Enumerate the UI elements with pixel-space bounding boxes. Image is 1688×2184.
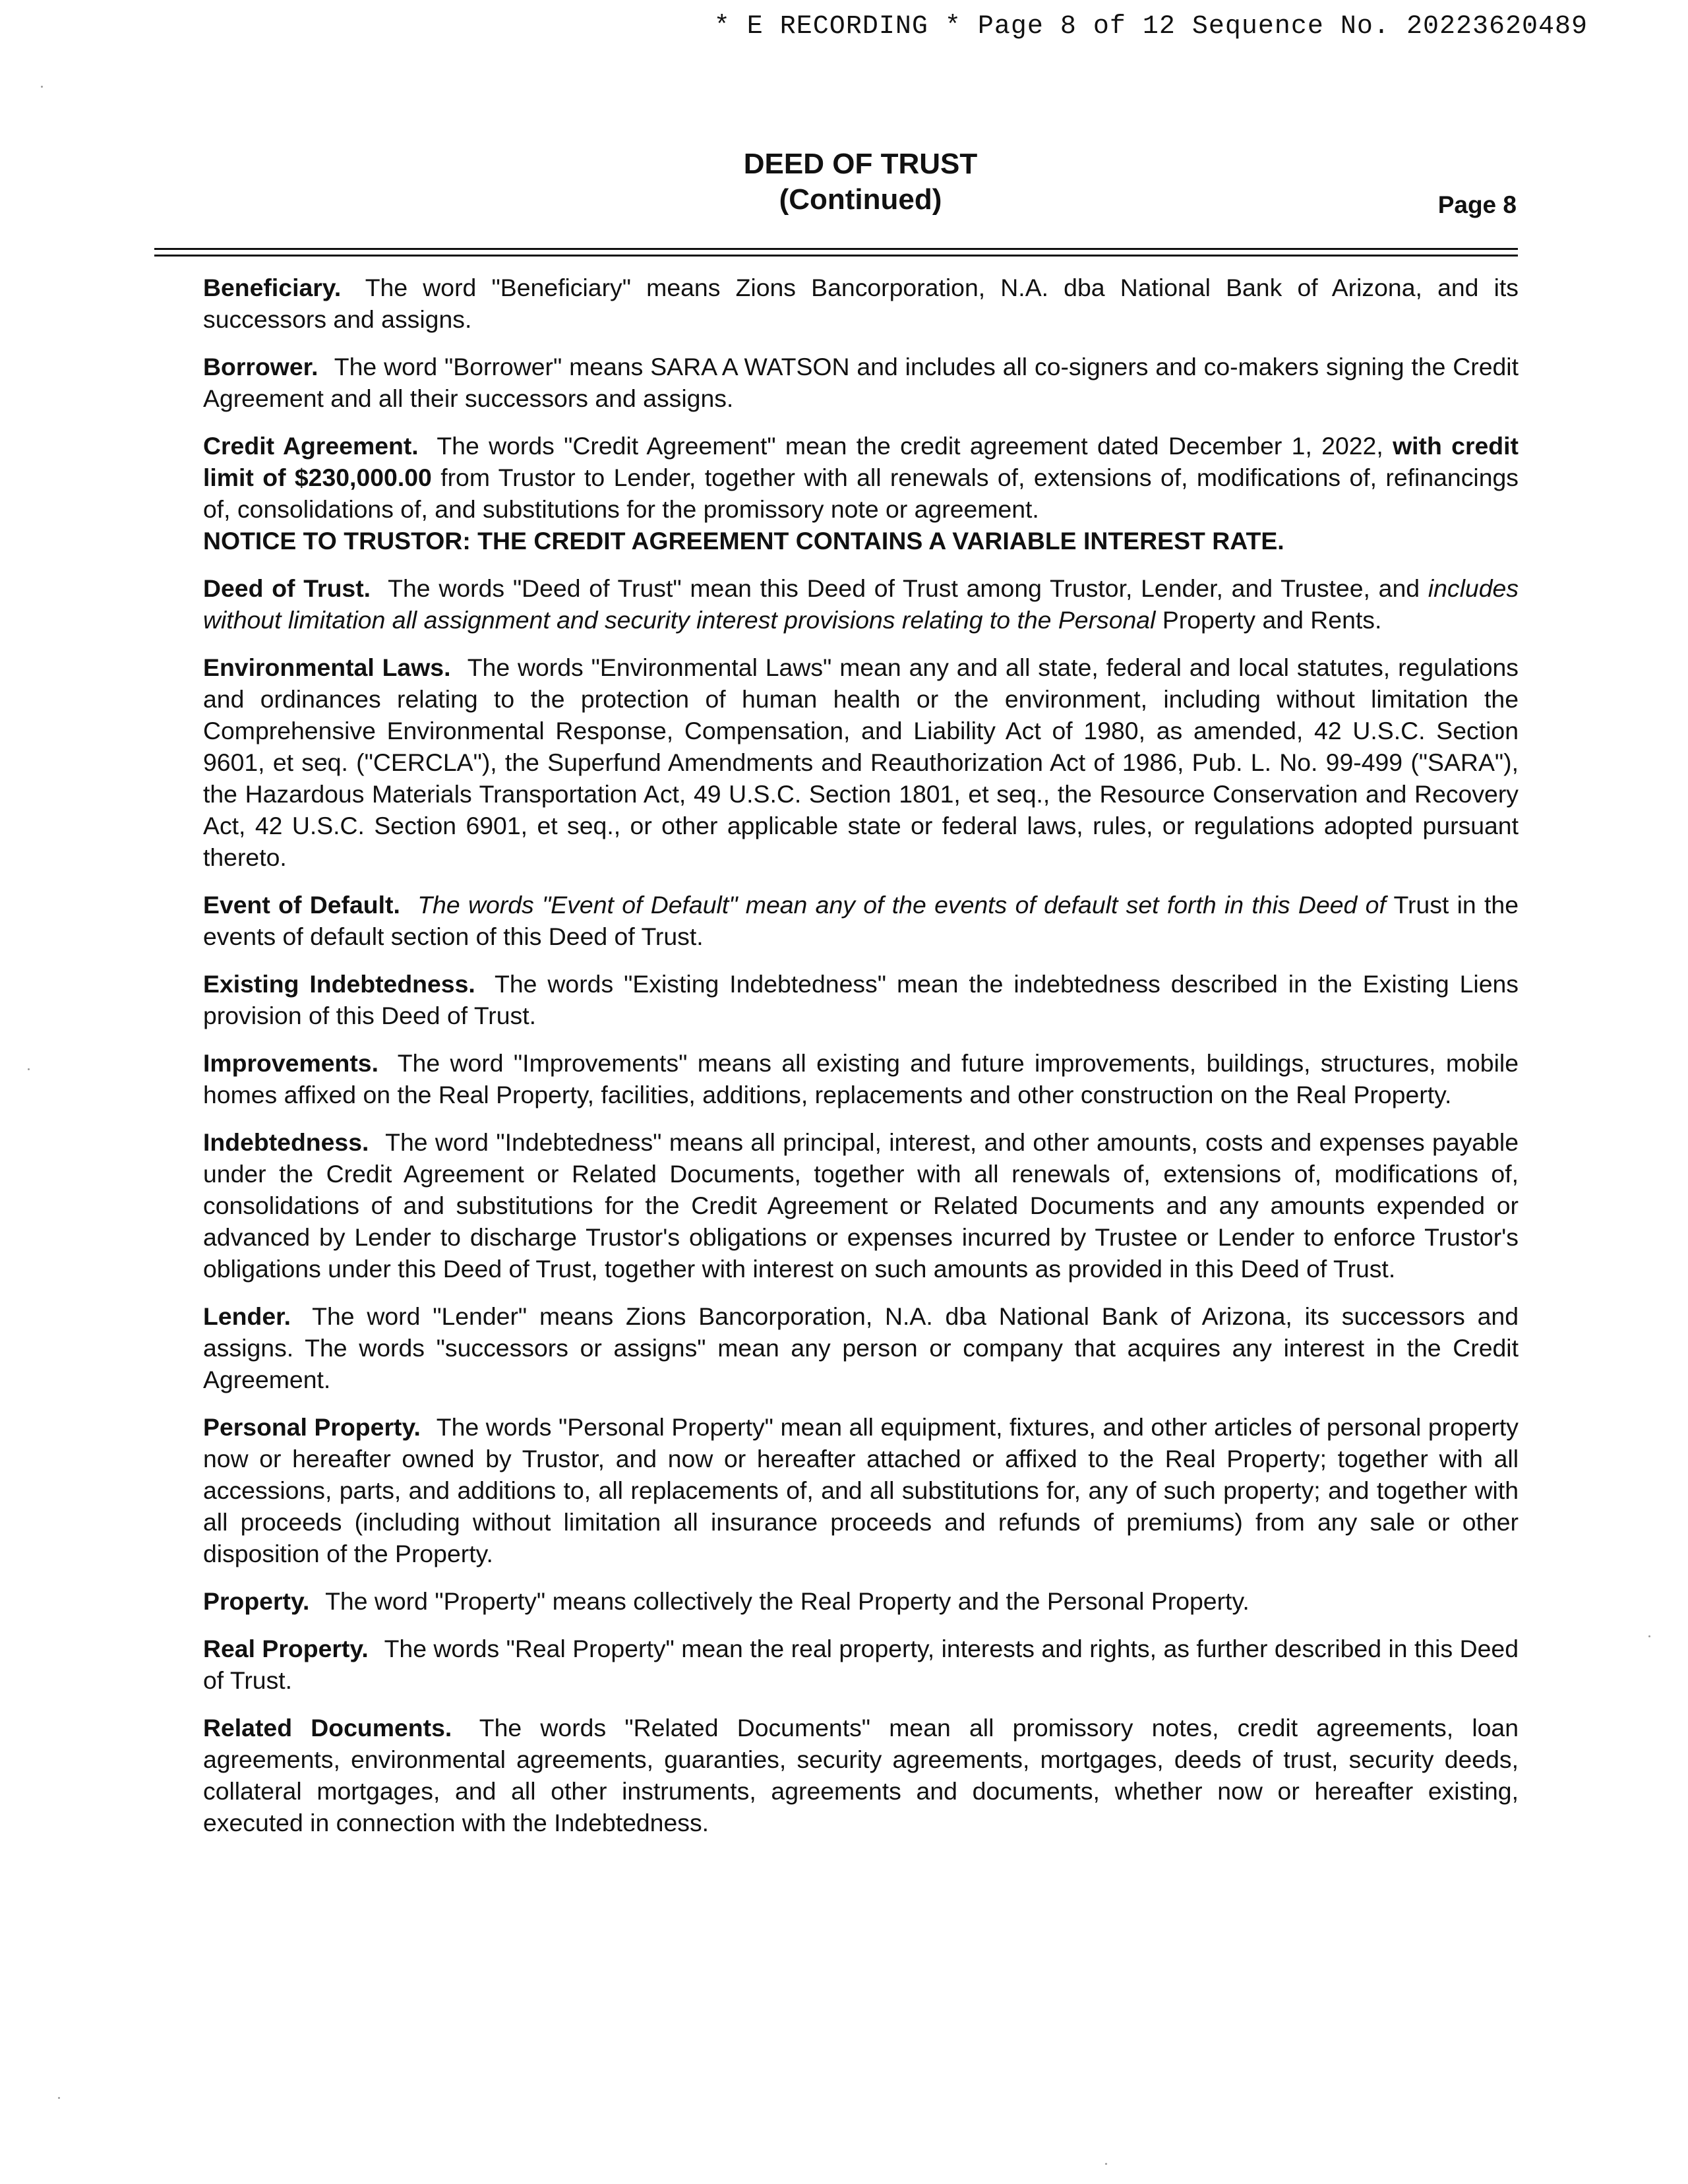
definition-indebtedness <box>203 1126 1519 1285</box>
term-label: Improvements. <box>203 1049 378 1077</box>
definition-italic-text: The words "Event of Default" mean any of the events of default set forth in this Deed of <box>417 891 1386 919</box>
definition-italic-text: includes without limitation all assignment and security interest provisions relating to the Personal <box>203 574 1519 634</box>
document-header <box>204 146 1517 226</box>
definition-text: The words "Deed of Trust" mean this Deed of Trust among Trustor, Lender, and Trustee, and <box>388 574 1420 602</box>
page-number: Page 8 <box>1437 191 1517 218</box>
scan-speck <box>58 2097 60 2099</box>
term-label: Beneficiary. <box>203 274 342 301</box>
definition-environmental-laws <box>203 652 1519 873</box>
term-label: Credit Agreement. <box>203 432 419 460</box>
variable-rate-notice: NOTICE TO TRUSTOR: THE CREDIT AGREEMENT CONTAINS A VARIABLE INTEREST RATE. <box>203 527 1284 555</box>
definition-text: The word "Indebtedness" means all principal, interest, and other amounts, costs and expenses payable under the Credit Agreement or Related Documents, together with all renewals of, extensions of, modifications of, consolidations of and substitutions for the Credit Agreement or Related Documents and any amounts expended or advanced by Lender to discharge Trustor's obligations or expenses incurred by Trustee or Lender to enforce Trustor's obligations under this Deed of Trust, together with interest on such amounts as provided in this Deed of Trust. <box>203 1128 1519 1283</box>
definition-text: The word "Beneficiary" means Zions Bancorporation, N.A. dba National Bank of Arizona, and its successors and assigns. <box>203 274 1519 333</box>
definition-improvements <box>203 1047 1519 1110</box>
title-line-2: (Continued) <box>779 183 942 216</box>
term-label: Lender. <box>203 1302 291 1330</box>
definition-text: The words "Related Documents" mean all promissory notes, credit agreements, loan agreements, environmental agreements, guaranties, security agreements, mortgages, deeds of trust, security deeds, collateral mortgages, and all other instruments, agreements and documents, whether now or hereafter existing, executed in connection with the Indebtedness. <box>203 1714 1519 1836</box>
title-line-1: DEED OF TRUST <box>743 148 978 180</box>
definition-event-of-default <box>203 889 1519 952</box>
definition-text: The words "Credit Agreement" mean the credit agreement dated December 1, 2022, <box>437 432 1383 460</box>
term-label: Indebtedness. <box>203 1128 369 1156</box>
term-label: Real Property. <box>203 1635 369 1662</box>
term-label: Borrower. <box>203 353 318 380</box>
definition-personal-property <box>203 1411 1519 1569</box>
definition-lender <box>203 1300 1519 1395</box>
term-label: Personal Property. <box>203 1413 421 1441</box>
scan-speck <box>1105 2163 1107 2165</box>
definition-borrower <box>203 351 1519 414</box>
definition-text: The words "Existing Indebtedness" mean the indebtedness described in the Existing Liens provision of this Deed of Trust. <box>203 970 1519 1029</box>
definition-text: Trust in the events of default section of this Deed of Trust. <box>203 891 1519 950</box>
document-title <box>204 146 1517 218</box>
term-label: Related Documents. <box>203 1714 452 1742</box>
definition-related-documents <box>203 1712 1519 1838</box>
scan-speck <box>1648 1635 1650 1637</box>
definition-existing-indebtedness <box>203 968 1519 1031</box>
definition-deed-of-trust <box>203 572 1519 636</box>
term-label: Event of Default. <box>203 891 400 919</box>
definition-text-continued: from Trustor to Lender, together with all renewals of, extensions of, modifications of, refinancings of, consolidations of, and substitutions for the promissory note or agreement. <box>203 464 1519 523</box>
definition-text: The word "Improvements" means all existing and future improvements, buildings, structures, mobile homes affixed on the Real Property, facilities, additions, replacements and other construction on the Real Property. <box>203 1049 1519 1108</box>
term-label: Deed of Trust. <box>203 574 371 602</box>
scan-speck <box>41 86 43 88</box>
term-label: Existing Indebtedness. <box>203 970 475 998</box>
definition-text: The word "Property" means collectively the Real Property and the Personal Property. <box>325 1587 1250 1615</box>
credit-limit-text: with credit limit of $230,000.00 <box>203 432 1519 491</box>
header-divider-top <box>154 248 1518 250</box>
definition-credit-agreement <box>203 430 1519 557</box>
header-divider-bottom <box>154 255 1518 257</box>
definition-text: The words "Personal Property" mean all equipment, fixtures, and other articles of personal property now or hereafter owned by Trustor, and now or hereafter attached or affixed to the Real Property; together with all accessions, parts, and additions to, all replacements of, and all substitutions for, any of such property; and together with all proceeds (including without limitation all insurance proceeds and refunds of premiums) from any sale or other disposition of the Property. <box>203 1413 1519 1567</box>
definition-text: The words "Real Property" mean the real property, interests and rights, as further described in this Deed of Trust. <box>203 1635 1519 1694</box>
term-label: Environmental Laws. <box>203 653 451 681</box>
recording-stamp: * E RECORDING * Page 8 of 12 Sequence No. 20223620489 <box>713 12 1588 42</box>
definition-property <box>203 1585 1519 1617</box>
definition-text: The word "Borrower" means SARA A WATSON and includes all co-signers and co-makers signing the Credit Agreement and all their successors and assigns. <box>203 353 1519 412</box>
definition-real-property <box>203 1633 1519 1696</box>
term-label: Property. <box>203 1587 310 1615</box>
definition-text-continued: Property and Rents. <box>1162 606 1382 634</box>
definitions-list <box>203 272 1519 1854</box>
scan-speck <box>28 1068 30 1070</box>
definition-text: The word "Lender" means Zions Bancorporation, N.A. dba National Bank of Arizona, its successors and assigns. The words "successors or assigns" mean any person or company that acquires any interest in the Credit Agreement. <box>203 1302 1519 1393</box>
definition-text: The words "Environmental Laws" mean any and all state, federal and local statutes, regulations and ordinances relating to the protection of human health or the environment, including without limitation the Comprehensive Environmental Response, Compensation, and Liability Act of 1980, as amended, 42 U.S.C. Section 9601, et seq. ("CERCLA"), the Superfund Amendments and Reauthorization Act of 1986, Pub. L. No. 99-499 ("SARA"), the Hazardous Materials Transportation Act, 49 U.S.C. Section 1801, et seq., the Resource Conservation and Recovery Act, 42 U.S.C. Section 6901, et seq., or other applicable state or federal laws, rules, or regulations adopted pursuant thereto. <box>203 653 1519 871</box>
definition-beneficiary <box>203 272 1519 335</box>
